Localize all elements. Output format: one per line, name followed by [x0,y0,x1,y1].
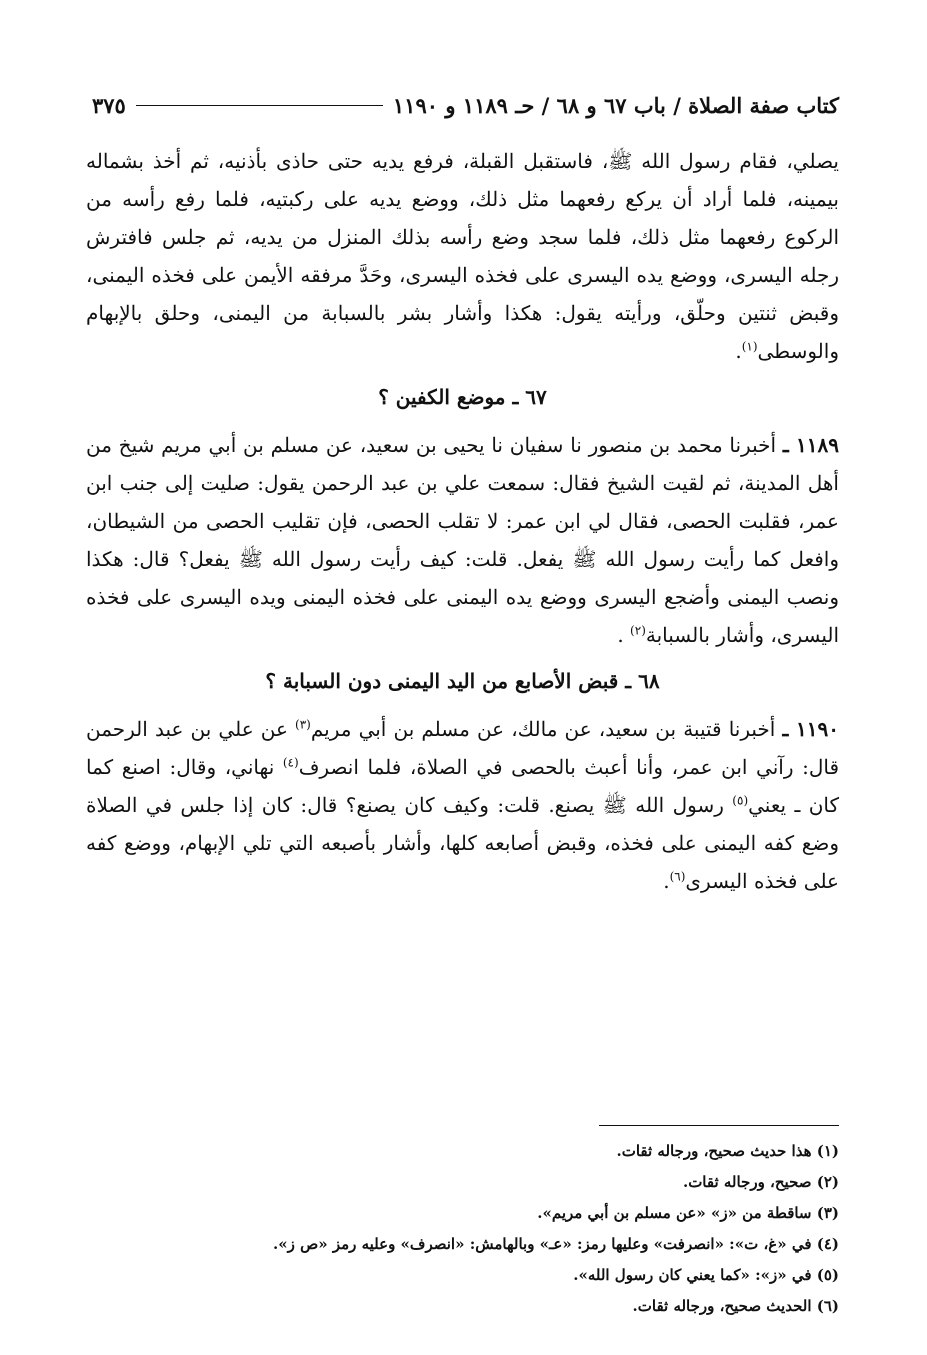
hadith-text: رسول الله ﷺ يصنع. قلت: وكيف كان يصنع؟ قال: كان إذا جلس في الصلاة وضع كفه اليمنى على فخذه، وقبض أصابعه كلها، وأشار بأصبعه التي تلي الإبهام، ووضع كفه على فخذه اليسرى [86,793,839,893]
footnote-ref: (١) [741,339,758,354]
footnote-2: (٢) صحيح، ورجاله ثقات. [682,1173,839,1191]
header-title: كتاب صفة الصلاة / باب ٦٧ و ٦٨ / حـ ١١٨٩ و ١١٩٠ [392,92,839,118]
running-header [92,88,839,122]
chapter-heading-67: ٦٧ ـ موضع الكفين ؟ [378,385,547,409]
footnote-4: (٤) في «غ، ت»: «انصرفت» وعليها رمز: «عـ» وبالهامش: «انصرف» وعليه رمز «ص ز». [273,1235,839,1253]
hadith-1190: ١١٩٠ ـ أخبرنا قتيبة بن سعيد، عن مالك، عن مسلم بن أبي مريم$^{(٣)}$ عن علي بن عبد الرحمن قال: رآني ابن عمر، وأنا أعبث بالحصى في الصلاة، فلما انصرف$^{(٤)}$ نهاني، وقال: اصنع كما كان ـ يعني$^{(٥)}$ رسول الله ﷺ يصنع. قلت: وكيف كان يصنع؟ قال: كان إذا جلس في الصلاة وضع كفه اليمنى على فخذه، وقبض أصابعه كلها، وأشار بأصبعه التي تلي الإبهام، ووضع كفه على فخذه اليسرى$^{(٦)}$. [86,717,840,893]
hadith-text: عن علي بن عبد الرحمن قال: رآني ابن عمر، وأنا أعبث بالحصى في الصلاة، فلما انصرف [86,717,840,779]
main-text [86,142,839,900]
hadith-text: أخبرنا قتيبة بن سعيد، عن مالك، عن مسلم بن أبي مريم [310,717,776,741]
footnote-ref: (٤) [282,755,299,770]
page-number: ٣٧٥ [92,92,126,118]
footnote-ref: (٦) [669,869,686,884]
hadith-text: نهاني، وقال: اصنع كما كان ـ يعني [86,755,839,817]
footnote-separator [599,1125,839,1126]
hadith-1189: ١١٨٩ ـ أخبرنا محمد بن منصور نا سفيان نا يحيى بن سعيد، عن مسلم بن أبي مريم شيخ من أهل المدينة، ثم لقيت الشيخ فقال: سمعت علي بن عبد الرحمن يقول: صليت إلى جنب ابن عمر، فقلبت الحصى، فقال لي ابن عمر: لا تقلب الحصى، فإن تقليب الحصى من الشيطان، وافعل كما رأيت رسول الله ﷺ يفعل. قلت: كيف رأيت رسول الله ﷺ يفعل؟ قال: هكذا ونصب اليمنى وأضجع اليسرى ووضع يده اليمنى على فخذه اليمنى ويده اليسرى على فخذه اليسرى، وأشار بالسبابة$^{(٢)}$ . [86,433,839,647]
paragraph-text: يصلي، فقام رسول الله ﷺ، فاستقبل القبلة، فرفع يديه حتى حاذى بأذنيه، ثم أخذ بشماله بيمينه، فلما أراد أن يركع رفعهما مثل ذلك، ووضع يديه على ركبتيه، فلما رفع رأسه من الركوع رفعهما مثل ذلك، فلما سجد وضع رأسه بذلك المنزل من يديه، ثم جلس فافترش رجله اليسرى، ووضع يده اليسرى على فخذه اليسرى، وحَدَّ مرفقه الأيمن على فخذه اليمنى، وقبض ثنتين وحلّق، ورأيته يقول: هكذا وأشار بشر بالسبابة من اليمنى، وحلق بالإبهام والوسطى [86,149,839,363]
footnotes [120,1136,839,1322]
footnote-6: (٦) الحديث صحيح، ورجاله ثقات. [632,1297,839,1315]
footnote-1: (١) هذا حديث صحيح، ورجاله ثقات. [616,1142,839,1160]
footnote-3: (٣) ساقطة من «ز» «عن مسلم بن أبي مريم». [537,1204,839,1222]
hadith-number: ١١٨٩ ـ [782,433,839,457]
footnote-ref: (٢) [630,623,646,638]
hadith-number: ١١٩٠ ـ [782,717,840,741]
footnote-ref: (٥) [732,793,749,808]
header-rule [136,105,383,106]
hadith-text: أخبرنا محمد بن منصور نا سفيان نا يحيى بن سعيد، عن مسلم بن أبي مريم شيخ من أهل المدينة، ثم لقيت الشيخ فقال: سمعت علي بن عبد الرحمن يقول: صليت إلى جنب ابن عمر، فقلبت الحصى، فقال لي ابن عمر: لا تقلب الحصى، فإن تقليب الحصى من الشيطان، وافعل كما رأيت رسول الله ﷺ يفعل. قلت: كيف رأيت رسول الله ﷺ يفعل؟ قال: هكذا ونصب اليمنى وأضجع اليسرى ووضع يده اليمنى على فخذه اليمنى ويده اليسرى على فخذه اليسرى، وأشار بالسبابة [86,433,839,647]
footnote-5: (٥) في «ز»: «كما يعني كان رسول الله». [573,1266,839,1284]
chapter-heading-68: ٦٨ ـ قبض الأصابع من اليد اليمنى دون السبابة ؟ [265,669,660,693]
footnote-ref: (٣) [295,717,311,732]
paragraph-continued: يصلي، فقام رسول الله ﷺ، فاستقبل القبلة، فرفع يديه حتى حاذى بأذنيه، ثم أخذ بشماله بيمينه، فلما أراد أن يركع رفعهما مثل ذلك، ووضع يديه على ركبتيه، فلما رفع رأسه من الركوع رفعهما مثل ذلك، فلما سجد وضع رأسه بذلك المنزل من يديه، ثم جلس فافترش رجله اليسرى، ووضع يده اليسرى على فخذه اليسرى، وحَدَّ مرفقه الأيمن على فخذه اليمنى، وقبض ثنتين وحلّق، ورأيته يقول: هكذا وأشار بشر بالسبابة من اليمنى، وحلق بالإبهام والوسطى$^{(١)}$. [86,149,839,363]
